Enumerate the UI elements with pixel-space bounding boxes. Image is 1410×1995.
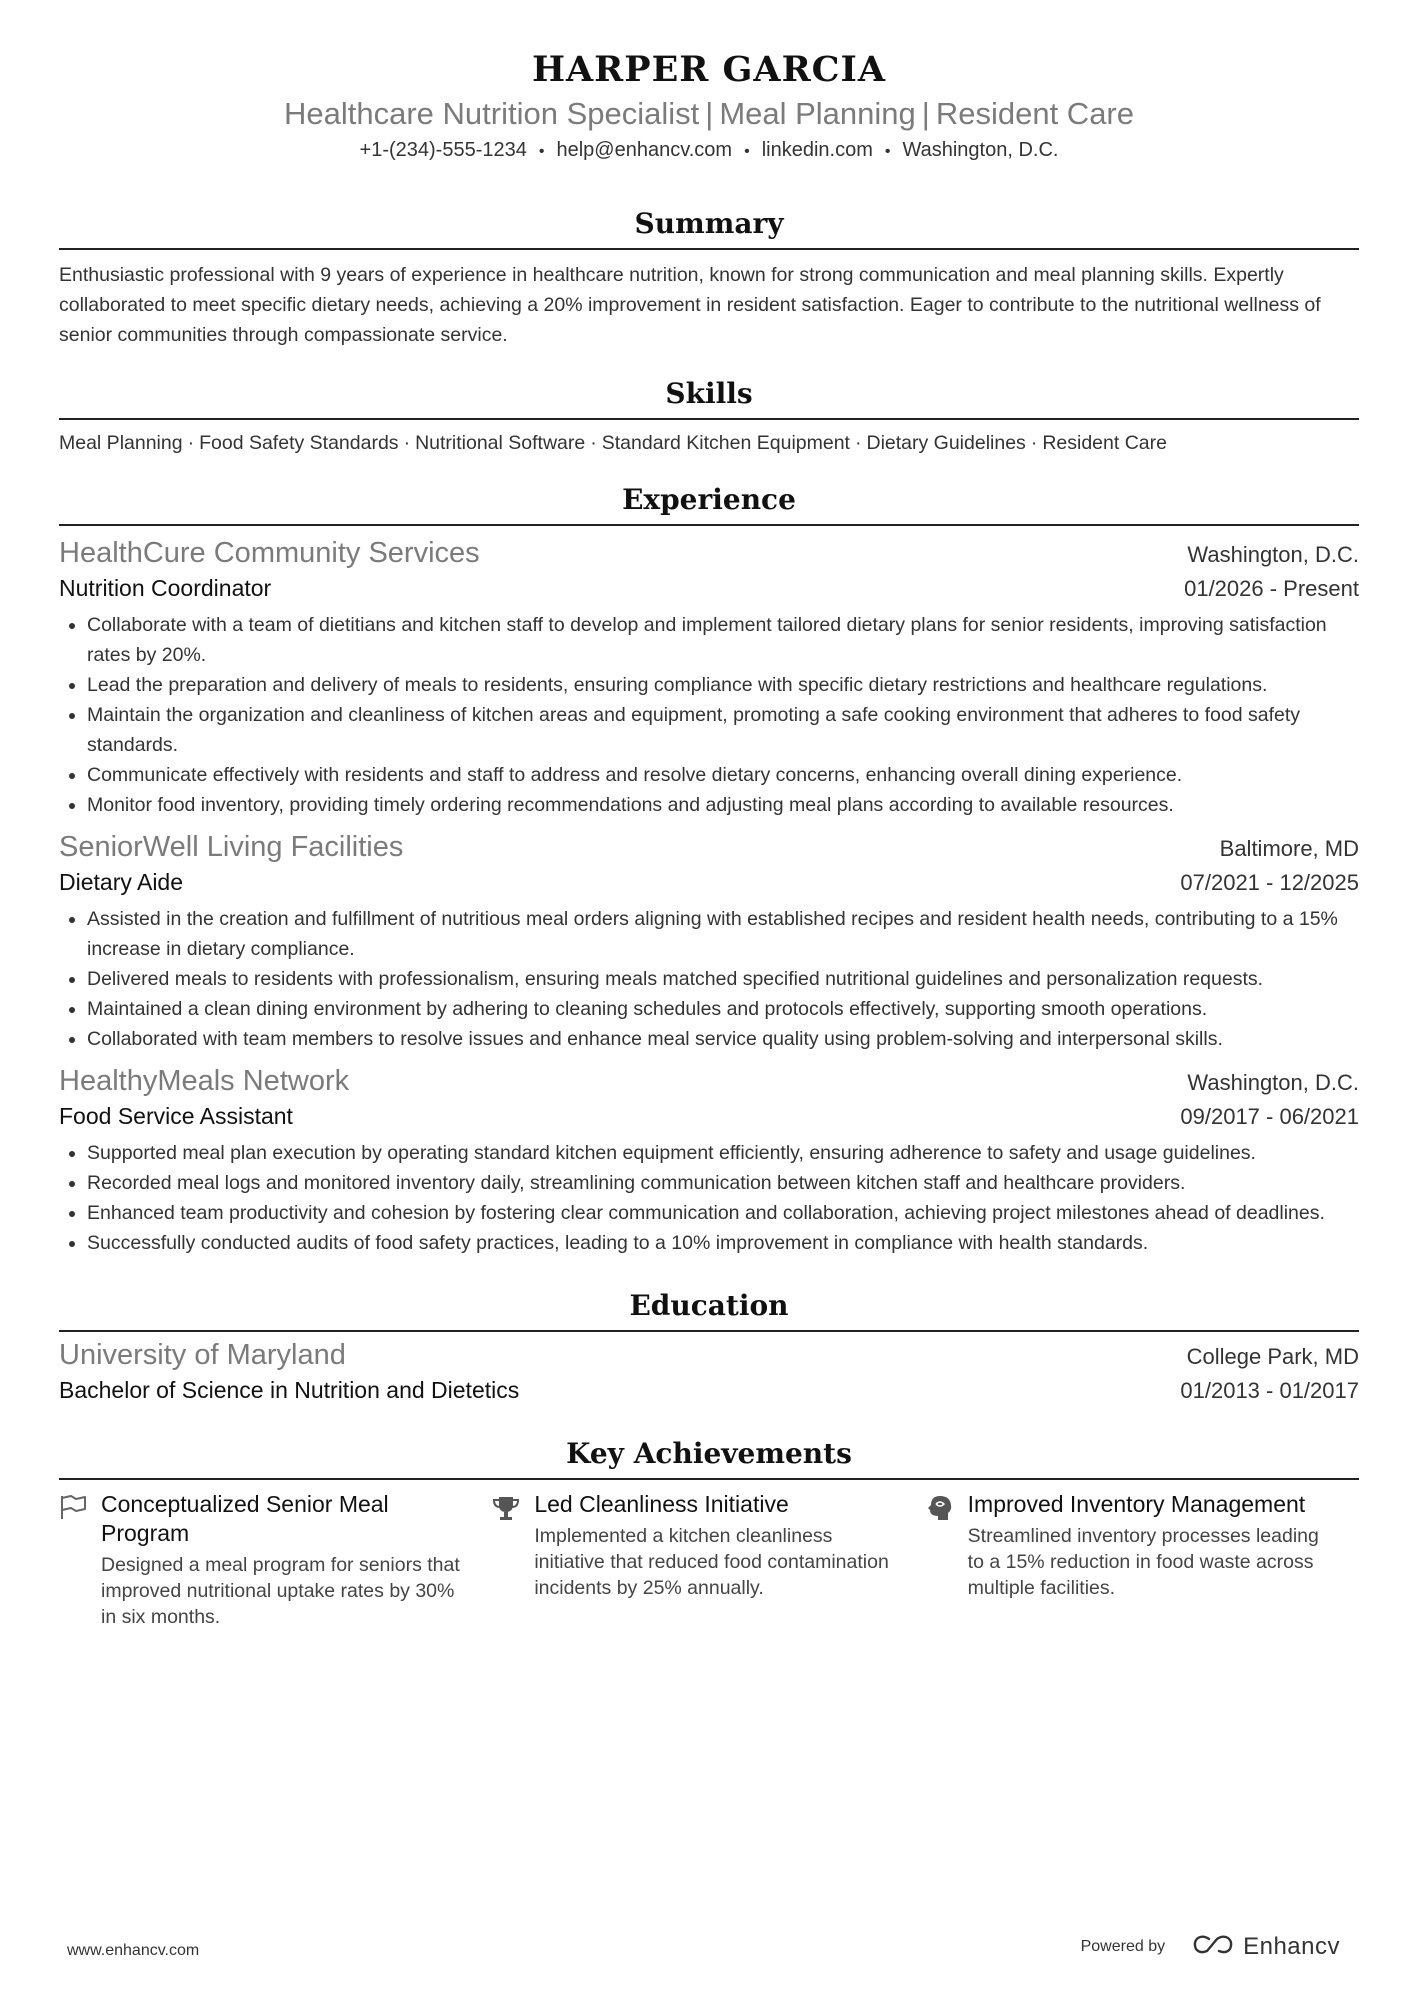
education-section: [59, 1288, 1359, 1406]
summary-text: Enthusiastic professional with 9 years of experience in healthcare nutrition, known for strong communication and meal planning skills. Expertly collaborated to meet specific dietary needs, achieving a 20% improvement in resident satisfaction. Eager to contribute to the nutritional wellness of senior communities through compassionate service.: [59, 264, 1321, 346]
achievement-item: [492, 1490, 925, 1630]
company-name: HealthyMeals Network: [59, 1065, 350, 1097]
achievement-desc: Designed a meal program for seniors that improved nutritional uptake rates by 30% in six months.: [101, 1554, 460, 1628]
job-bullets: [59, 904, 1359, 1054]
skills-section: [59, 376, 1359, 458]
achievement-title: Improved Inventory Management: [967, 1491, 1306, 1517]
footer-website-link[interactable]: www.enhancv.com: [67, 1942, 200, 1959]
brand-name: Enhancv: [1243, 1933, 1340, 1960]
job-bullets: [59, 1138, 1359, 1258]
headline-separator: |: [921, 96, 930, 131]
job-dates: 01/2026 - Present: [1184, 576, 1359, 601]
bullet-item: • Supported meal plan execution by operating standard kitchen equipment efficiently, ensuring adherence to safety and usage guidelines.: [87, 1138, 1359, 1168]
school-name: University of Maryland: [59, 1339, 346, 1371]
bullet-item: • Enhanced team productivity and cohesion by fostering clear communication and collaboration, achieving project milestones ahead of deadlines.: [87, 1198, 1359, 1228]
job-location: Baltimore, MD: [1219, 836, 1359, 861]
job-location: Washington, D.C.: [1187, 1070, 1359, 1095]
skill-separator: ·: [854, 432, 862, 454]
contact-line: [59, 136, 1359, 166]
skill-item: Food Safety Standards: [199, 432, 399, 454]
bullet-item: • Communicate effectively with residents and staff to address and resolve dietary concerns, enhancing overall dining experience.: [87, 760, 1359, 790]
achievement-title: Conceptualized Senior Meal Program: [101, 1491, 389, 1546]
job-dates: 07/2021 - 12/2025: [1180, 870, 1359, 895]
enhancv-logo-icon: [1191, 1934, 1235, 1961]
achievements-section: [59, 1436, 1359, 1630]
bullet-item: • Monitor food inventory, providing timely ordering recommendations and adjusting meal plans according to available resources.: [87, 790, 1359, 820]
bullet-item: • Maintained a clean dining environment by adhering to cleaning schedules and protocols effectively, supporting smooth operations.: [87, 994, 1359, 1024]
job-bullets: [59, 610, 1359, 820]
job-subheader: [59, 572, 1359, 604]
achievement-desc: Streamlined inventory processes leading to a 15% reduction in food waste across multiple facilities.: [967, 1525, 1319, 1599]
headline-part: Resident Care: [935, 96, 1134, 131]
achievement-item: [926, 1490, 1359, 1630]
skill-separator: ·: [403, 432, 411, 454]
headline-part: Healthcare Nutrition Specialist: [284, 96, 700, 131]
linkedin-link[interactable]: linkedin.com: [761, 139, 873, 161]
skill-item: Nutritional Software: [415, 432, 586, 454]
bullet-item: • Delivered meals to residents with professionalism, ensuring meals matched specified nutritional guidelines and personalization requests.: [87, 964, 1359, 994]
achievement-body: [968, 1490, 1338, 1630]
job-header: [59, 534, 1359, 572]
skill-separator: ·: [187, 432, 195, 454]
job-subheader: [59, 1100, 1359, 1132]
location: Washington, D.C.: [902, 139, 1059, 161]
skill-item: Standard Kitchen Equipment: [601, 432, 850, 454]
bullet-item: • Recorded meal logs and monitored inventory daily, streamlining communication between kitchen staff and healthcare providers.: [87, 1168, 1359, 1198]
skill-separator: ·: [590, 432, 597, 454]
headline-part: Meal Planning: [719, 96, 916, 131]
contact-separator: •: [884, 143, 891, 160]
experience-section: [59, 482, 1359, 1258]
degree: Bachelor of Science in Nutrition and Dietetics: [59, 1377, 520, 1403]
section-heading-skills: Skills: [59, 376, 1359, 420]
job-entry: [59, 534, 1359, 820]
job-entry: [59, 1062, 1359, 1258]
brain-icon: [926, 1490, 968, 1630]
trophy-icon: [492, 1490, 534, 1630]
achievements-grid: [59, 1490, 1359, 1630]
skills-list: [59, 428, 1359, 458]
job-header: [59, 1062, 1359, 1100]
bullet-item: • Collaborated with team members to resolve issues and enhance meal service quality using problem-solving and interpersonal skills.: [87, 1024, 1359, 1054]
education-header: [59, 1336, 1359, 1374]
job-dates: 09/2017 - 06/2021: [1180, 1104, 1359, 1129]
section-heading-achievements: Key Achievements: [59, 1436, 1359, 1480]
job-header: [59, 828, 1359, 866]
bullet-item: • Collaborate with a team of dietitians and kitchen staff to develop and implement tailored dietary plans for senior residents, improving satisfaction rates by 20%.: [87, 610, 1359, 670]
achievement-body: [101, 1490, 471, 1630]
skill-item: Dietary Guidelines: [866, 432, 1026, 454]
powered-by-label: Powered by: [1080, 1938, 1166, 1955]
headline: [59, 94, 1359, 134]
email-link[interactable]: help@enhancv.com: [556, 139, 733, 161]
headline-separator: |: [705, 96, 714, 131]
skill-item: Resident Care: [1042, 432, 1167, 454]
job-title: Nutrition Coordinator: [59, 575, 272, 601]
section-heading-experience: Experience: [59, 482, 1359, 526]
job-title: Dietary Aide: [59, 869, 184, 895]
phone: +1-(234)-555-1234: [359, 139, 527, 161]
job-subheader: [59, 866, 1359, 898]
section-heading-education: Education: [59, 1288, 1359, 1332]
school-location: College Park, MD: [1186, 1344, 1359, 1369]
company-name: SeniorWell Living Facilities: [59, 831, 404, 863]
contact-separator: •: [538, 143, 545, 160]
achievement-title: Led Cleanliness Initiative: [534, 1491, 789, 1517]
resume-page: [59, 0, 1359, 1630]
bullet-item: • Lead the preparation and delivery of meals to residents, ensuring compliance with specific dietary restrictions and healthcare regulations.: [87, 670, 1359, 700]
job-location: Washington, D.C.: [1187, 542, 1359, 567]
job-title: Food Service Assistant: [59, 1103, 293, 1129]
footer-branding: [1081, 1933, 1340, 1961]
skill-separator: ·: [1030, 432, 1038, 454]
bullet-item: • Assisted in the creation and fulfillment of nutritious meal orders aligning with established recipes and resident health needs, contributing to a 15% increase in dietary compliance.: [87, 904, 1359, 964]
bullet-item: • Maintain the organization and cleanliness of kitchen areas and equipment, promoting a safe cooking environment that adheres to food safety standards.: [87, 700, 1359, 760]
candidate-name: HARPER GARCIA: [531, 49, 887, 90]
contact-separator: •: [744, 143, 750, 160]
education-subheader: [59, 1374, 1359, 1406]
resume-header: [59, 0, 1359, 166]
summary-section: [59, 206, 1359, 350]
flag-icon: [59, 1490, 101, 1630]
achievement-desc: Implemented a kitchen cleanliness initiative that reduced food contamination incidents by 25% annually.: [534, 1525, 889, 1599]
section-heading-summary: Summary: [59, 206, 1359, 250]
bullet-item: • Successfully conducted audits of food safety practices, leading to a 10% improvement in compliance with health standards.: [87, 1228, 1359, 1258]
education-dates: 01/2013 - 01/2017: [1180, 1378, 1359, 1403]
achievement-body: [534, 1490, 904, 1630]
company-name: HealthCure Community Services: [59, 537, 480, 569]
skill-item: Meal Planning: [59, 432, 183, 454]
job-entry: [59, 828, 1359, 1054]
achievement-item: [59, 1490, 492, 1630]
